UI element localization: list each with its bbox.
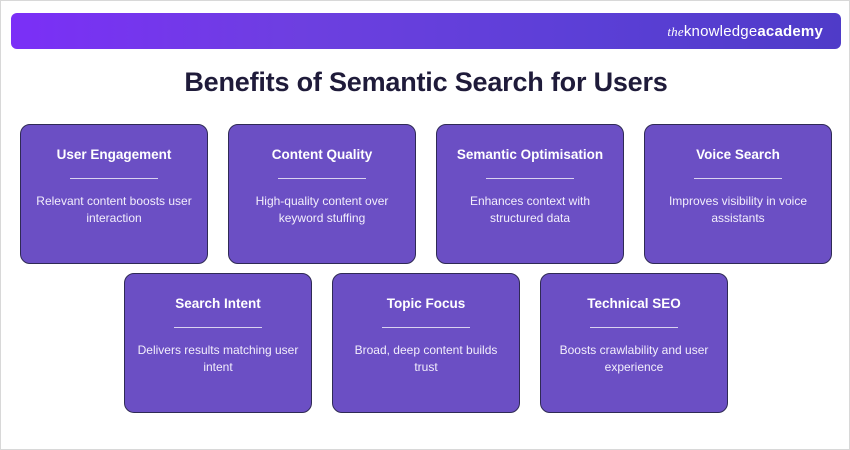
brand-logo xyxy=(667,23,823,40)
card-voice-search xyxy=(644,124,832,264)
card-title: Search Intent xyxy=(175,296,261,311)
card-topic-focus xyxy=(332,273,520,413)
card-description: Improves visibility in voice assistants xyxy=(668,193,808,226)
header-bar xyxy=(11,13,841,49)
card-title: Voice Search xyxy=(696,147,780,162)
card-divider xyxy=(590,327,678,328)
card-semantic-optimisation xyxy=(436,124,624,264)
page-title: Benefits of Semantic Search for Users xyxy=(184,67,668,97)
card-divider xyxy=(486,178,574,179)
card-content-quality xyxy=(228,124,416,264)
brand-the-text: the xyxy=(667,23,684,39)
card-description: Broad, deep content builds trust xyxy=(354,342,498,375)
card-title: Technical SEO xyxy=(587,296,681,311)
card-title: Topic Focus xyxy=(386,296,466,311)
card-divider xyxy=(382,327,470,328)
cards-row-bottom xyxy=(1,273,850,413)
card-divider xyxy=(278,178,366,179)
card-description: Relevant content boosts user interaction xyxy=(36,193,192,226)
card-description: Boosts crawlability and user experience xyxy=(559,342,709,375)
card-description: Enhances context with structured data xyxy=(469,193,591,226)
card-description: Delivers results matching user intent xyxy=(137,342,299,375)
card-technical-seo xyxy=(540,273,728,413)
card-title: Content Quality xyxy=(271,147,373,162)
card-title: Semantic Optimisation xyxy=(456,147,604,162)
brand-academy-text: academy xyxy=(757,22,823,40)
card-divider xyxy=(174,327,262,328)
card-user-engagement xyxy=(20,124,208,264)
card-title: User Engagement xyxy=(56,147,172,162)
card-description: High-quality content over keyword stuffing xyxy=(255,193,389,226)
brand-knowledge-text: knowledge xyxy=(683,22,758,40)
card-search-intent xyxy=(124,273,312,413)
card-divider xyxy=(70,178,158,179)
card-divider xyxy=(694,178,782,179)
cards-row-top xyxy=(1,124,850,264)
